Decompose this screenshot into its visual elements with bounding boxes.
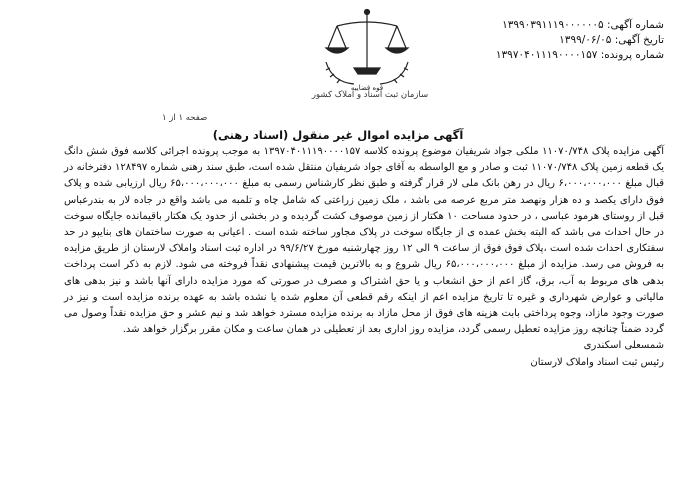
organization-caption: سازمان ثبت اسناد و املاک کشور [311, 90, 429, 100]
judiciary-emblem-icon [312, 6, 422, 92]
page-number: صفحه ۱ از ۱ [162, 113, 208, 123]
notice-number: شماره آگهی: ۱۳۹۹۰۳۹۱۱۱۹۰۰۰۰۰۰۵ [502, 19, 664, 31]
signer-title: رئیس ثبت اسناد واملاک لارستان [530, 356, 664, 368]
notice-paragraph: آگهی مزایده پلاک ۱۱۰۷۰/۷۴۸ ملکی جواد شریفیان موضوع پرونده کلاسه ۱۳۹۷۰۴۰۱۱۱۹۰۰۰۰۱۵۷ به موجب پرونده اجرائی کلاسه فوق شش دانگ یک قطعه زمین پلاک ۱۱۰۷۰/۷۴۸ ثبت و صادر و مع الواسطه به آقای جواد شریفیان منتقل شده است، طبق سند رهنی شماره ۱۲۸۴۹۷ دفترخانه در قبال مبلغ ۶،۰۰۰،۰۰۰،۰۰۰ ریال در رهن بانک ملی لار قرار گرفته و طبق نظر کارشناس رسمی به مبلغ ۶۵،۰۰۰،۰۰۰،۰۰۰ ریال ارزیابی شده و پلاک فوق دارای یکصد و ده هزار ونهصد متر مربع عرصه می باشد ، ملک زمین زراعتی که شامل چاه و تلمبه می باشد واقع در جاده لار به بندرعباس قبل از روستای هرمود عباسی ، در حدود مساحت ۱۰ هکتار از زمین موصوف کشت گردیده و در بخشی از حدود یک هکتار باقیمانده جایگاه سوخت در حال احداث می باشد که البته بخش عمده ی از جایگاه سوخت در پلاک مجاور ساخته شده است . اعیانی به صورت ساختمان های بنایپو در حد سفتکاری احداث شده است ،پلاک فوق فوق از ساعت ۹ الی ۱۲ روز چهارشنبه مورخ ۹۹/۶/۲۷ در اداره ثبت اسناد واملاک لارستان از طریق مزایده به فروش می رسد. مزایده از مبلغ ۶۵،۰۰۰،۰۰۰،۰۰۰ ریال شروع و به بالاترین قیمت پیشنهادی نقداً فروخته می شود. لازم به ذکر است پرداخت بدهی های مربوط به آب، برق، گاز اعم از حق انشعاب و یا حق اشتراک و مصرف در صورتی که مورد مزایده دارای آنها باشد و نیز بدهی های مالیاتی و عوارض شهرداری و غیره تا تاریخ مزایده اعم از اینکه رقم قطعی آن معلوم شده یا نشده باشد به عهده برنده مزایده است و نیز در صورت وجود مازاد، وجوه پرداختی بابت هزینه های فوق از محل مازاد به برنده مزایده مسترد خواهد شد و نیم عشر و حق مزایده نقداً وصول می گردد ضمناً چنانچه روز مزایده تعطیل رسمی گردد، مزایده روز اداری بعد از تعطیلی در همان ساعت و مکان مقرر برگزار خواهد شد. [64, 146, 665, 336]
notice-title: آگهی مزایده اموال غیر منقول (اسناد رهنی) [212, 128, 464, 142]
notice-date: تاریخ آگهی: ۱۳۹۹/۰۶/۰۵ [559, 34, 664, 46]
notice-metadata [496, 18, 664, 63]
file-number: شماره پرونده: ۱۳۹۷۰۴۰۱۱۱۹۰۰۰۰۱۵۷ [495, 49, 664, 61]
notice-body [64, 144, 664, 371]
signer-name: شمسعلی اسکندری [583, 340, 664, 352]
emblem-motto: قوه قضاییه [350, 84, 384, 92]
